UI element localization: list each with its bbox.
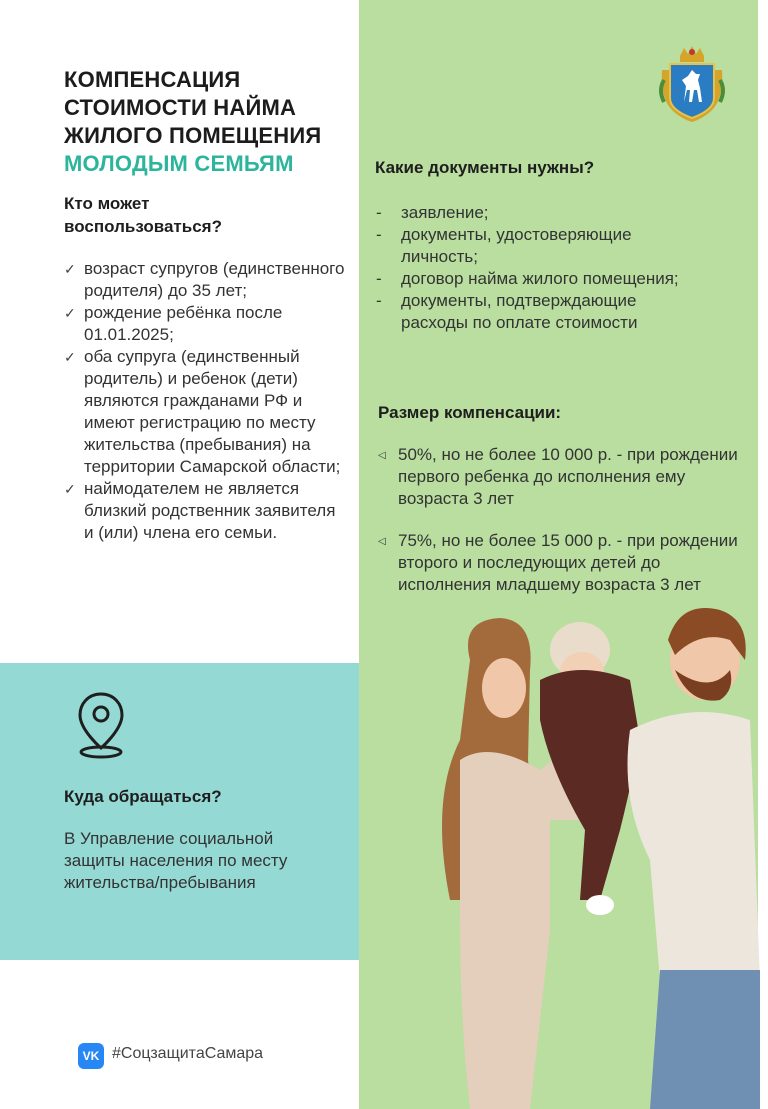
list-item: ◁ 75%, но не более 15 000 р. - при рождении второго и последующих детей до исполнения младшему возраста 3 лет [378, 531, 738, 594]
arrow-icon: ◁ [378, 536, 386, 547]
list-item: - договор найма жилого помещения; [376, 269, 679, 288]
where-heading: Куда обращаться? [64, 787, 222, 806]
list-item: ✓ оба супруга (единственный родитель) и ребенок (дети) являются гражданами РФ и имеют регистрацию по месту жительства (пребывания) на территории Самарской области; [64, 347, 341, 476]
list-item: - документы, удостоверяющие личность; [376, 225, 632, 266]
title-accent: МОЛОДЫМ СЕМЬЯМ [64, 151, 294, 176]
vk-icon[interactable]: VK [78, 1043, 104, 1069]
who-heading: Кто может воспользоваться? [64, 194, 222, 236]
coat-of-arms-icon [654, 40, 730, 126]
check-icon: ✓ [64, 349, 76, 365]
who-list [64, 258, 349, 544]
list-item: - заявление; [376, 203, 489, 222]
family-photo [430, 600, 760, 1109]
location-pin-icon [74, 690, 128, 760]
check-icon: ✓ [64, 261, 76, 277]
list-item: ✓ рождение ребёнка после 01.01.2025; [64, 303, 283, 344]
list-item: ✓ возраст супругов (единственного родителя) до 35 лет; [64, 259, 345, 300]
page-title: КОМПЕНСАЦИЯ СТОИМОСТИ НАЙМА ЖИЛОГО ПОМЕЩЕНИЯ МОЛОДЫМ СЕМЬЯМ [64, 66, 364, 178]
check-icon: ✓ [64, 305, 76, 321]
docs-list [376, 202, 706, 334]
hashtag-link[interactable]: #СоцзащитаСамара [112, 1045, 264, 1062]
check-icon: ✓ [64, 481, 76, 497]
size-heading: Размер компенсации: [378, 403, 562, 422]
list-item: ◁ 50%, но не более 10 000 р. - при рождении первого ребенка до исполнения ему возраста 3 лет [378, 445, 738, 508]
where-text: В Управление социальной защиты населения по месту жительства/пребывания [64, 829, 288, 892]
where-band [0, 663, 359, 960]
size-list [378, 444, 743, 616]
list-item: ✓ наймодателем не является близкий родственник заявителя и (или) члена его семьи. [64, 479, 336, 542]
arrow-icon: ◁ [378, 450, 386, 461]
docs-heading: Какие документы нужны? [375, 158, 595, 177]
list-item: - документы, подтверждающие расходы по оплате стоимости [376, 291, 638, 332]
